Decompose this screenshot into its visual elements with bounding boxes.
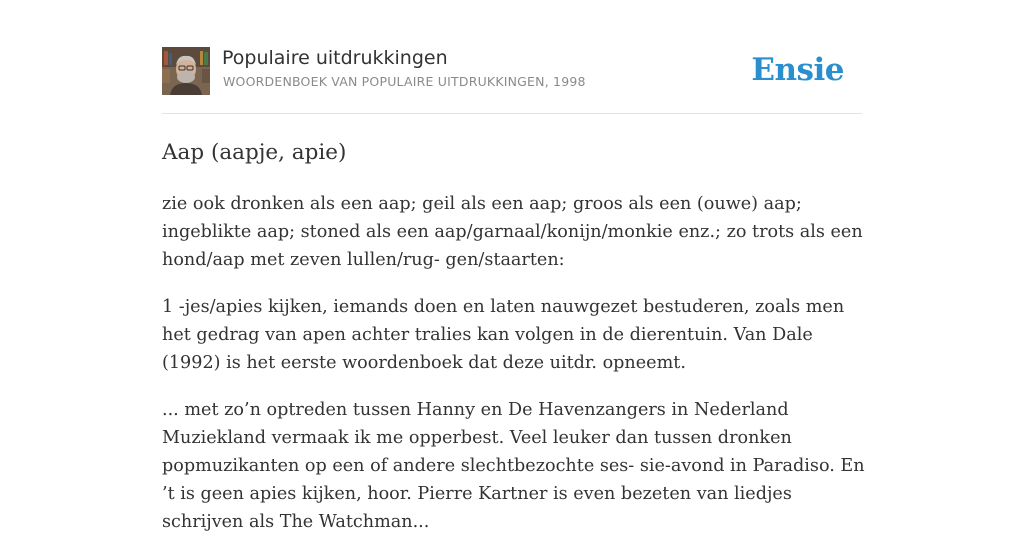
header-divider	[162, 113, 862, 114]
entry-title: Aap (aapje, apie)	[162, 140, 347, 165]
author-portrait-icon[interactable]	[162, 47, 210, 95]
entry-quote: ... met zo’n optreden tussen Hanny en De Havenzangers in Nederland Muziekland vermaak ik me opperbest. Veel leuker dan tussen dronken popmuzikanten op een of andere slechtbezochte ses- sie-avond in Paradiso. En ’t is geen apies kijken, hoor. Pierre Kartner is even bezeten van liedjes schrijven als The Watchman...	[162, 400, 865, 532]
source-name[interactable]: Populaire uitdrukkingen	[222, 47, 448, 69]
source-header	[162, 46, 862, 96]
entry-paragraph: 1 -jes/apies kijken, iemands doen en laten nauwgezet bestuderen, zoals men het gedrag van apen achter tralies kan volgen in de dierentuin. Van Dale (1992) is het eerste woordenboek dat deze uitdr. opneemt.	[162, 297, 845, 373]
source-subtitle: WOORDENBOEK VAN POPULAIRE UITDRUKKINGEN, 1998	[223, 74, 586, 89]
ensie-logo[interactable]: Ensie	[751, 52, 844, 88]
entry-paragraph: zie ook dronken als een aap; geil als een aap; groos als een (ouwe) aap; ingeblikte aap; stoned als een aap/garnaal/konijn/monkie enz.; zo trots als een hond/aap met zeven lullen/rug- gen/staarten:	[162, 194, 863, 270]
entry-body	[162, 190, 867, 555]
author-portrait-graphic	[162, 47, 210, 95]
